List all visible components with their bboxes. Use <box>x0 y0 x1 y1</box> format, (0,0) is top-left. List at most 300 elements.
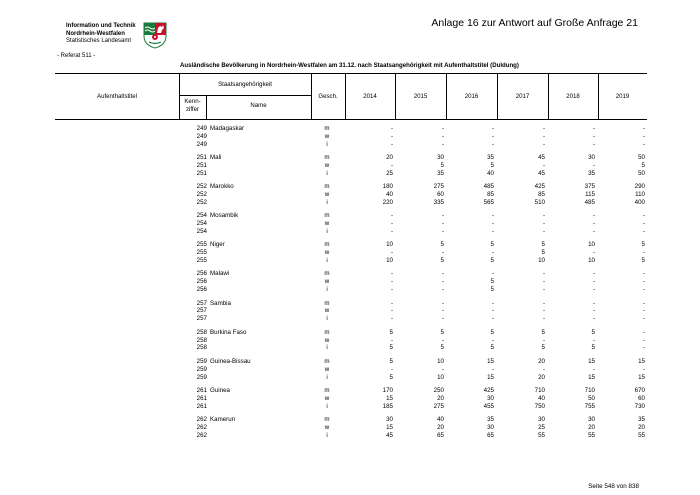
table-row <box>55 300 647 308</box>
geschlecht-cell: m <box>324 125 330 132</box>
value-cell: 5 <box>440 257 444 265</box>
value-cell: 30 <box>588 154 595 162</box>
value-cell: - <box>542 161 545 169</box>
value-cell: 5 <box>490 344 494 352</box>
value-cell: - <box>542 125 545 132</box>
kennziffer-cell: 251 <box>196 161 207 169</box>
kennziffer-cell: 257 <box>196 307 207 315</box>
geschlecht-cell: w <box>324 394 330 402</box>
table-row <box>55 307 647 315</box>
value-cell: 5 <box>641 241 645 249</box>
value-cell: - <box>441 220 444 228</box>
value-cell: - <box>491 315 494 323</box>
col-geschlecht: Gesch. <box>318 93 338 100</box>
value-cell: - <box>390 228 393 236</box>
value-cell: - <box>592 278 595 286</box>
value-cell: 25 <box>538 423 545 431</box>
table-row <box>55 183 647 191</box>
value-cell: - <box>491 212 494 220</box>
value-cell: - <box>491 249 494 257</box>
value-cell: 710 <box>584 386 595 394</box>
kennziffer-cell: 252 <box>196 198 207 206</box>
col-year-2017: 2017 <box>515 93 530 100</box>
org-line-1: Information und Technik <box>66 23 136 29</box>
value-cell: - <box>441 228 444 236</box>
value-cell: - <box>491 125 494 132</box>
value-cell: 10 <box>386 257 393 265</box>
value-cell: - <box>441 365 444 373</box>
table-row <box>55 432 647 440</box>
value-cell: - <box>642 278 645 286</box>
geschlecht-cell: i <box>326 402 328 410</box>
value-cell: 40 <box>386 191 393 199</box>
value-cell: 115 <box>585 191 595 199</box>
value-cell: - <box>592 270 595 278</box>
value-cell: 20 <box>538 373 545 381</box>
value-cell: 5 <box>490 328 494 336</box>
referat-label: - Referat 511 - <box>57 53 96 59</box>
value-cell: - <box>642 249 645 257</box>
value-cell: 10 <box>386 241 393 249</box>
country-name-cell: Guinea <box>210 386 230 394</box>
country-name-cell: Marokko <box>210 183 234 191</box>
value-cell: 275 <box>433 402 444 410</box>
value-cell: 55 <box>638 431 645 439</box>
value-cell: - <box>390 286 393 294</box>
value-cell: - <box>592 286 595 294</box>
value-cell: 20 <box>588 423 595 431</box>
value-cell: - <box>441 132 444 140</box>
table-row <box>55 241 647 249</box>
country-group <box>55 183 647 212</box>
value-cell: 5 <box>490 278 494 286</box>
value-cell: - <box>491 307 494 315</box>
value-cell: - <box>441 307 444 315</box>
country-name-cell: Sambia <box>210 299 231 307</box>
value-cell: 30 <box>588 415 595 423</box>
country-group <box>55 270 647 299</box>
country-group <box>55 125 647 154</box>
table-row <box>55 344 647 352</box>
value-cell: 375 <box>584 183 595 191</box>
value-cell: - <box>542 228 545 236</box>
value-cell: 40 <box>437 415 444 423</box>
table-body <box>55 125 647 445</box>
value-cell: 5 <box>490 286 494 294</box>
kennziffer-cell: 255 <box>196 249 207 257</box>
value-cell: 40 <box>487 169 494 177</box>
table-row <box>55 170 647 178</box>
table-row <box>55 424 647 432</box>
value-cell: 20 <box>538 357 545 365</box>
value-cell: 275 <box>433 183 444 191</box>
geschlecht-cell: i <box>326 431 328 439</box>
country-group <box>55 387 647 416</box>
value-cell: 5 <box>591 328 595 336</box>
value-cell: - <box>592 249 595 257</box>
value-cell: 180 <box>382 183 393 191</box>
table-row <box>55 270 647 278</box>
geschlecht-cell: m <box>324 357 330 365</box>
table-row <box>55 387 647 395</box>
value-cell: 20 <box>386 154 393 162</box>
value-cell: - <box>642 286 645 294</box>
kennziffer-cell: 262 <box>196 423 207 431</box>
geschlecht-cell: w <box>324 365 330 373</box>
kennziffer-cell: 255 <box>196 241 207 249</box>
value-cell: - <box>491 299 494 307</box>
value-cell: 15 <box>487 373 494 381</box>
value-cell: - <box>491 220 494 228</box>
kennziffer-cell: 251 <box>196 154 207 162</box>
col-kennziffer-2: ziffer <box>185 106 200 113</box>
kennziffer-cell: 256 <box>196 270 207 278</box>
value-cell: 10 <box>437 373 444 381</box>
value-cell: 170 <box>382 386 393 394</box>
value-cell: - <box>592 299 595 307</box>
value-cell: 30 <box>487 423 494 431</box>
country-group <box>55 358 647 387</box>
value-cell: - <box>390 336 393 344</box>
value-cell: 15 <box>638 373 645 381</box>
table-row <box>55 125 647 133</box>
value-cell: 290 <box>634 183 645 191</box>
kennziffer-cell: 249 <box>196 140 207 148</box>
geschlecht-cell: w <box>324 249 330 257</box>
value-cell: 35 <box>638 415 645 423</box>
value-cell: - <box>642 307 645 315</box>
table-row <box>55 191 647 199</box>
value-cell: 15 <box>638 357 645 365</box>
col-year-2019: 2019 <box>615 93 630 100</box>
value-cell: 30 <box>538 415 545 423</box>
kennziffer-cell: 261 <box>196 386 207 394</box>
table-row <box>55 358 647 366</box>
col-aufenthaltstitel: Aufenthaltstitel <box>97 93 137 100</box>
value-cell: - <box>542 299 545 307</box>
value-cell: 20 <box>638 423 645 431</box>
geschlecht-cell: w <box>324 307 330 315</box>
table-row <box>55 374 647 382</box>
value-cell: - <box>642 212 645 220</box>
value-cell: - <box>390 132 393 140</box>
kennziffer-cell: 261 <box>196 402 207 410</box>
value-cell: - <box>542 315 545 323</box>
value-cell: 45 <box>538 154 545 162</box>
value-cell: 5 <box>440 344 444 352</box>
value-cell: 5 <box>389 344 393 352</box>
value-cell: 110 <box>635 191 645 199</box>
value-cell: - <box>390 307 393 315</box>
value-cell: 45 <box>386 431 393 439</box>
value-cell: 45 <box>538 169 545 177</box>
kennziffer-cell: 262 <box>196 415 207 423</box>
value-cell: - <box>390 249 393 257</box>
kennziffer-cell: 256 <box>196 286 207 294</box>
value-cell: - <box>592 228 595 236</box>
table-row <box>55 133 647 141</box>
table-row <box>55 249 647 257</box>
kennziffer-cell: 254 <box>196 228 207 236</box>
value-cell: - <box>592 132 595 140</box>
kennziffer-cell: 252 <box>196 191 207 199</box>
value-cell: 15 <box>386 423 393 431</box>
value-cell: - <box>390 161 393 169</box>
value-cell: 85 <box>538 191 545 199</box>
kennziffer-cell: 252 <box>196 183 207 191</box>
value-cell: - <box>491 132 494 140</box>
value-cell: - <box>642 270 645 278</box>
org-line-3: Statistisches Landesamt <box>66 38 132 45</box>
value-cell: 425 <box>483 386 494 394</box>
value-cell: 5 <box>490 241 494 249</box>
value-cell: 60 <box>638 394 645 402</box>
value-cell: - <box>441 299 444 307</box>
value-cell: - <box>491 336 494 344</box>
country-name-cell: Kamerun <box>210 415 236 423</box>
geschlecht-cell: w <box>324 278 330 286</box>
value-cell: 455 <box>483 402 494 410</box>
value-cell: - <box>542 286 545 294</box>
kennziffer-cell: 255 <box>196 257 207 265</box>
value-cell: 5 <box>541 241 545 249</box>
value-cell: 65 <box>437 431 444 439</box>
value-cell: - <box>441 140 444 148</box>
value-cell: - <box>542 140 545 148</box>
value-cell: 85 <box>487 191 494 199</box>
value-cell: - <box>642 132 645 140</box>
value-cell: 750 <box>534 402 545 410</box>
value-cell: 10 <box>588 257 595 265</box>
value-cell: - <box>390 270 393 278</box>
value-cell: - <box>441 212 444 220</box>
kennziffer-cell: 258 <box>196 336 207 344</box>
organization-name <box>66 23 136 46</box>
geschlecht-cell: m <box>324 299 330 307</box>
value-cell: 335 <box>433 198 444 206</box>
country-name-cell: Niger <box>210 241 225 249</box>
geschlecht-cell: m <box>324 270 330 278</box>
value-cell: 5 <box>440 161 444 169</box>
geschlecht-cell: m <box>324 183 330 191</box>
value-cell: 10 <box>437 357 444 365</box>
geschlecht-cell: m <box>324 241 330 249</box>
value-cell: 425 <box>534 183 545 191</box>
table-row <box>55 278 647 286</box>
value-cell: 710 <box>534 386 545 394</box>
value-cell: 35 <box>437 169 444 177</box>
kennziffer-cell: 258 <box>196 344 207 352</box>
value-cell: 755 <box>584 402 595 410</box>
page-number: Seite 548 von 838 <box>588 483 639 490</box>
geschlecht-cell: i <box>326 315 328 323</box>
org-line-2: Nordrhein-Westfalen <box>66 30 125 37</box>
value-cell: - <box>441 286 444 294</box>
col-staatsangehoerigkeit: Staatsangehörigkeit <box>218 81 272 88</box>
value-cell: - <box>642 299 645 307</box>
country-name-cell: Malawi <box>210 270 230 278</box>
value-cell: - <box>542 278 545 286</box>
value-cell: 35 <box>588 169 595 177</box>
value-cell: 10 <box>588 241 595 249</box>
value-cell: 510 <box>534 198 545 206</box>
value-cell: - <box>542 212 545 220</box>
value-cell: 50 <box>638 169 645 177</box>
kennziffer-cell: 251 <box>196 169 207 177</box>
value-cell: 25 <box>386 169 393 177</box>
table-row <box>55 315 647 323</box>
nrw-coat-of-arms-logo <box>143 22 167 49</box>
value-cell: - <box>491 140 494 148</box>
geschlecht-cell: w <box>324 220 330 228</box>
geschlecht-cell: w <box>324 161 330 169</box>
value-cell: - <box>390 125 393 132</box>
value-cell: - <box>542 270 545 278</box>
geschlecht-cell: w <box>324 423 330 431</box>
country-group <box>55 154 647 183</box>
value-cell: - <box>390 140 393 148</box>
value-cell: - <box>642 220 645 228</box>
geschlecht-cell: i <box>326 140 328 148</box>
table-row <box>55 212 647 220</box>
value-cell: - <box>592 140 595 148</box>
kennziffer-cell: 257 <box>196 299 207 307</box>
table-row <box>55 257 647 265</box>
geschlecht-cell: w <box>324 191 330 199</box>
annex-label: Anlage 16 zur Antwort auf Große Anfrage 21 <box>431 17 638 29</box>
table-row <box>55 286 647 294</box>
value-cell: 220 <box>382 198 393 206</box>
value-cell: 40 <box>538 394 545 402</box>
table-row <box>55 220 647 228</box>
value-cell: 5 <box>389 328 393 336</box>
value-cell: 55 <box>588 431 595 439</box>
value-cell: - <box>441 278 444 286</box>
value-cell: 65 <box>487 431 494 439</box>
table-row <box>55 154 647 162</box>
country-group <box>55 329 647 358</box>
value-cell: 5 <box>490 257 494 265</box>
value-cell: - <box>390 299 393 307</box>
value-cell: 250 <box>433 386 444 394</box>
value-cell: - <box>441 270 444 278</box>
table-row <box>55 403 647 411</box>
value-cell: - <box>542 220 545 228</box>
value-cell: 485 <box>483 183 494 191</box>
value-cell: - <box>642 344 645 352</box>
table-header <box>55 73 647 120</box>
value-cell: 15 <box>386 394 393 402</box>
value-cell: - <box>592 336 595 344</box>
table-row <box>55 366 647 374</box>
value-cell: 400 <box>634 198 645 206</box>
value-cell: 5 <box>440 328 444 336</box>
value-cell: - <box>592 315 595 323</box>
geschlecht-cell: i <box>326 169 328 177</box>
value-cell: 730 <box>634 402 645 410</box>
value-cell: 20 <box>437 423 444 431</box>
value-cell: - <box>592 220 595 228</box>
table-row <box>55 416 647 424</box>
kennziffer-cell: 249 <box>196 125 207 132</box>
value-cell: - <box>592 212 595 220</box>
value-cell: 15 <box>588 373 595 381</box>
value-cell: - <box>642 140 645 148</box>
geschlecht-cell: m <box>324 212 330 220</box>
col-year-2018: 2018 <box>566 93 580 100</box>
table-row <box>55 329 647 337</box>
value-cell: 60 <box>437 191 444 199</box>
value-cell: 485 <box>584 198 595 206</box>
value-cell: - <box>441 249 444 257</box>
value-cell: - <box>642 365 645 373</box>
geschlecht-cell: w <box>324 336 330 344</box>
table-row <box>55 228 647 236</box>
value-cell: - <box>592 161 595 169</box>
value-cell: - <box>542 365 545 373</box>
value-cell: 5 <box>541 328 545 336</box>
value-cell: 5 <box>591 344 595 352</box>
geschlecht-cell: i <box>326 257 328 265</box>
country-name-cell: Madagaskar <box>210 125 245 132</box>
kennziffer-cell: 249 <box>196 132 207 140</box>
col-year-2016: 2016 <box>464 93 479 100</box>
kennziffer-cell: 254 <box>196 212 207 220</box>
value-cell: 5 <box>389 373 393 381</box>
col-kennziffer-1: Kenn- <box>184 98 201 105</box>
value-cell: 15 <box>588 357 595 365</box>
value-cell: - <box>592 365 595 373</box>
value-cell: - <box>642 336 645 344</box>
value-cell: - <box>491 270 494 278</box>
geschlecht-cell: i <box>326 228 328 236</box>
kennziffer-cell: 261 <box>196 394 207 402</box>
kennziffer-cell: 262 <box>196 431 207 439</box>
kennziffer-cell: 259 <box>196 365 207 373</box>
value-cell: 55 <box>538 431 545 439</box>
geschlecht-cell: i <box>326 286 328 294</box>
value-cell: 20 <box>437 394 444 402</box>
value-cell: 50 <box>638 154 645 162</box>
kennziffer-cell: 257 <box>196 315 207 323</box>
country-group <box>55 300 647 329</box>
value-cell: 5 <box>490 161 494 169</box>
table-row <box>55 162 647 170</box>
value-cell: - <box>390 212 393 220</box>
value-cell: - <box>441 336 444 344</box>
value-cell: - <box>390 220 393 228</box>
value-cell: - <box>441 315 444 323</box>
value-cell: 10 <box>538 257 545 265</box>
value-cell: 670 <box>634 386 645 394</box>
kennziffer-cell: 259 <box>196 357 207 365</box>
value-cell: 5 <box>389 357 393 365</box>
value-cell: - <box>642 125 645 132</box>
geschlecht-cell: m <box>324 328 330 336</box>
geschlecht-cell: i <box>326 344 328 352</box>
value-cell: - <box>542 336 545 344</box>
value-cell: 35 <box>487 415 494 423</box>
geschlecht-cell: m <box>324 154 330 162</box>
country-name-cell: Guinea-Bissau <box>210 357 251 365</box>
value-cell: 5 <box>641 257 645 265</box>
country-name-cell: Mosambik <box>210 212 239 220</box>
value-cell: - <box>390 365 393 373</box>
geschlecht-cell: w <box>324 132 330 140</box>
geschlecht-cell: m <box>324 386 330 394</box>
value-cell: 15 <box>487 357 494 365</box>
value-cell: 35 <box>487 154 494 162</box>
